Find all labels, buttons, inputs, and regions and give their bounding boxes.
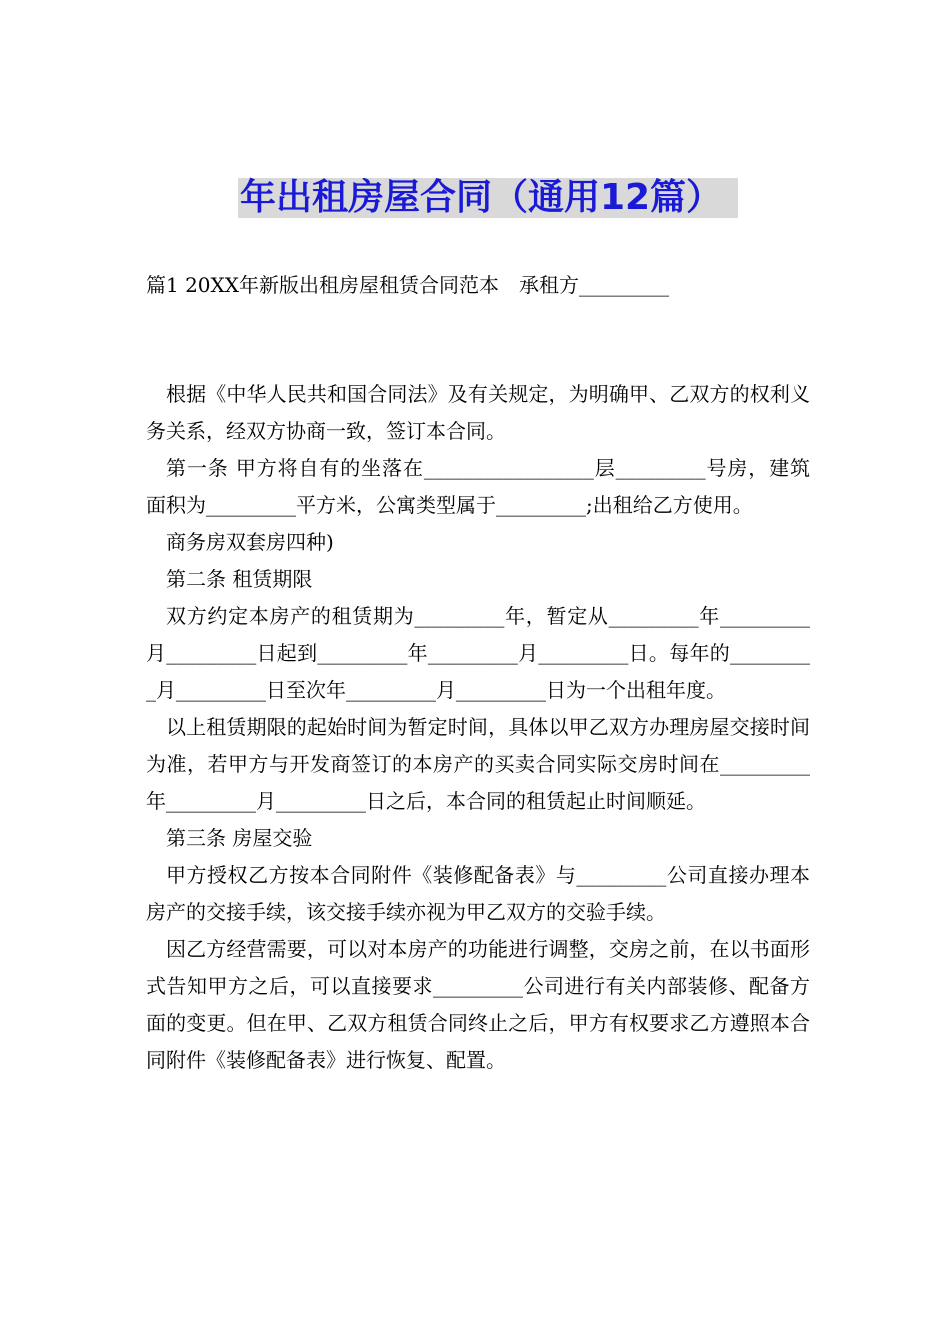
paragraph: 以上租赁期限的起始时间为暂定时间，具体以甲乙双方办理房屋交接时间为准，若甲方与开发商签订的本房产的买卖合同实际交房时间在_________年_________月_________日之后，本合同的租赁起止时间顺延。 <box>146 715 810 813</box>
document-subtitle: 篇1 20XX年新版出租房屋租赁合同范本 承租方_________ <box>146 273 670 297</box>
paragraph: 双方约定本房产的租赁期为_________年，暂定从_________年_________月_________日起到_________年_________月_________日。每年的_________月_________日至次年_________月_________日为一个出租年度。 <box>146 604 810 702</box>
title-container <box>0 178 950 218</box>
section-heading: 第二条 租赁期限 <box>166 567 313 591</box>
document-title: 年出租房屋合同（通用12篇） <box>238 178 738 218</box>
paragraph: 第一条 甲方将自有的坐落在_________________层_________号房，建筑面积为_________平方米，公寓类型属于_________;出租给乙方使用。 <box>146 456 810 517</box>
paragraph: 因乙方经营需要，可以对本房产的功能进行调整，交房之前，在以书面形式告知甲方之后，可以直接要求_________公司进行有关内部装修、配备方面的变更。但在甲、乙双方租赁合同终止之后，甲方有权要求乙方遵照本合同附件《装修配备表》进行恢复、配置。 <box>146 937 810 1072</box>
section-heading: 第三条 房屋交验 <box>166 826 313 850</box>
document-body <box>146 376 810 1079</box>
paragraph: 根据《中华人民共和国合同法》及有关规定，为明确甲、乙双方的权利义务关系，经双方协商一致，签订本合同。 <box>146 382 810 443</box>
paragraph: 商务房双套房四种) <box>166 530 334 554</box>
paragraph: 甲方授权乙方按本合同附件《装修配备表》与_________公司直接办理本房产的交接手续，该交接手续亦视为甲乙双方的交验手续。 <box>146 863 810 924</box>
